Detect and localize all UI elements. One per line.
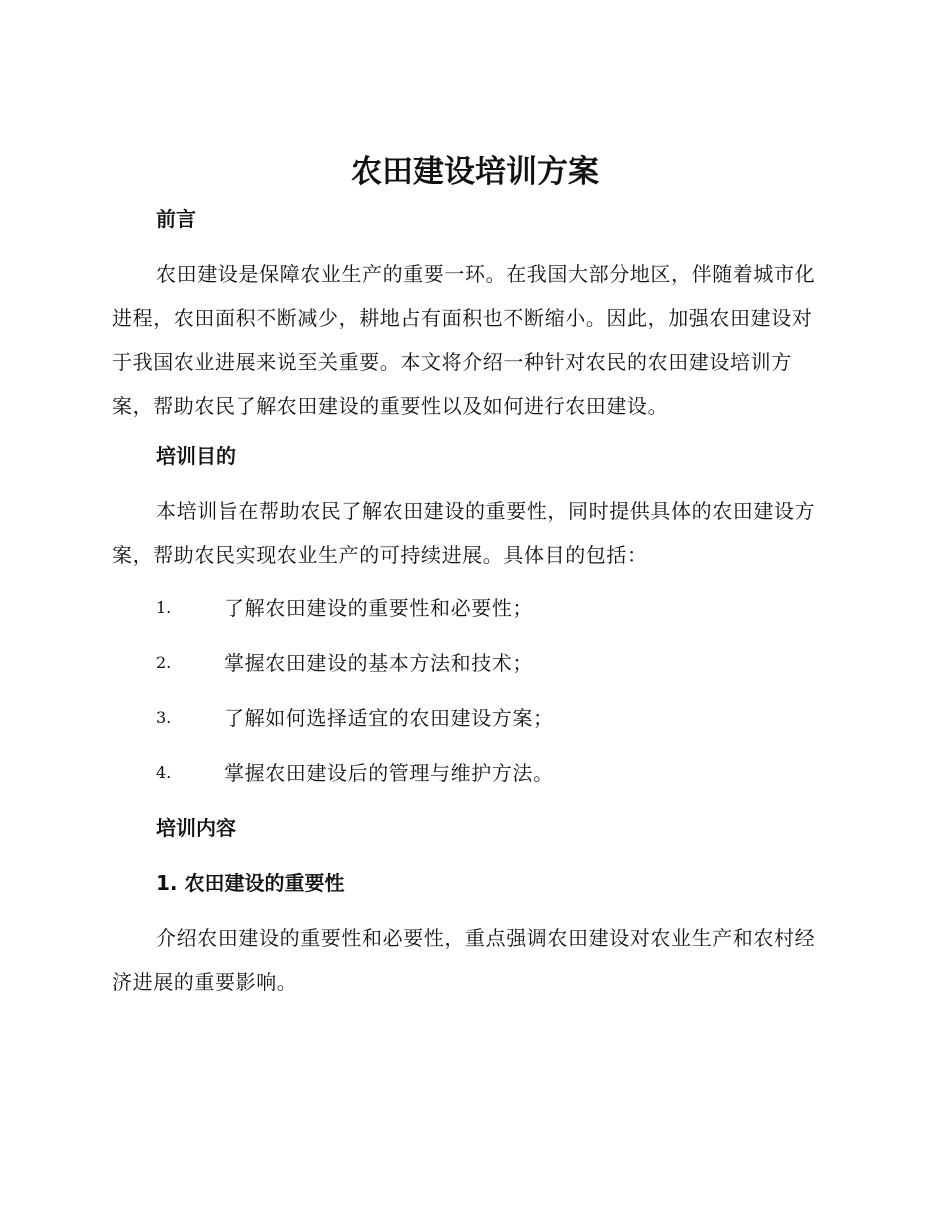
list-item xyxy=(156,703,836,733)
list-item-number: 4. xyxy=(156,763,172,782)
list-item xyxy=(156,758,836,788)
preface-paragraph: 农田建设是保障农业生产的重要一环。在我国大部分地区，伴随着城市化进程，农田面积不断减少，耕地占有面积也不断缩小。因此，加强农田建设对于我国农业进展来说至关重要。本文将介绍一种针对农民的农田建设培训方案，帮助农民了解农田建设的重要性以及如何进行农田建设。 xyxy=(112,262,816,418)
subsection-heading-importance: 1. 农田建设的重要性 xyxy=(156,871,345,895)
list-item-number: 2. xyxy=(156,653,172,672)
list-item-number: 1. xyxy=(156,598,172,617)
list-item-text: 掌握农田建设的基本方法和技术； xyxy=(224,651,533,675)
training-goals-paragraph: 本培训旨在帮助农民了解农田建设的重要性，同时提供具体的农田建设方案，帮助农民实现农业生产的可持续进展。具体目的包括： xyxy=(112,499,816,567)
section-heading-preface: 前言 xyxy=(156,207,196,231)
section-heading-training-goals: 培训目的 xyxy=(156,444,236,468)
list-item-text: 掌握农田建设后的管理与维护方法。 xyxy=(224,761,554,785)
list-item xyxy=(156,593,836,623)
importance-paragraph: 介绍农田建设的重要性和必要性，重点强调农田建设对农业生产和农村经济进展的重要影响。 xyxy=(112,926,816,994)
list-item-text: 了解如何选择适宜的农田建设方案； xyxy=(224,706,554,730)
list-item-text: 了解农田建设的重要性和必要性； xyxy=(224,596,533,620)
document-title: 农田建设培训方案 xyxy=(351,154,599,190)
list-item-number: 3. xyxy=(156,708,172,727)
section-heading-training-content: 培训内容 xyxy=(156,816,236,840)
list-item xyxy=(156,648,836,678)
